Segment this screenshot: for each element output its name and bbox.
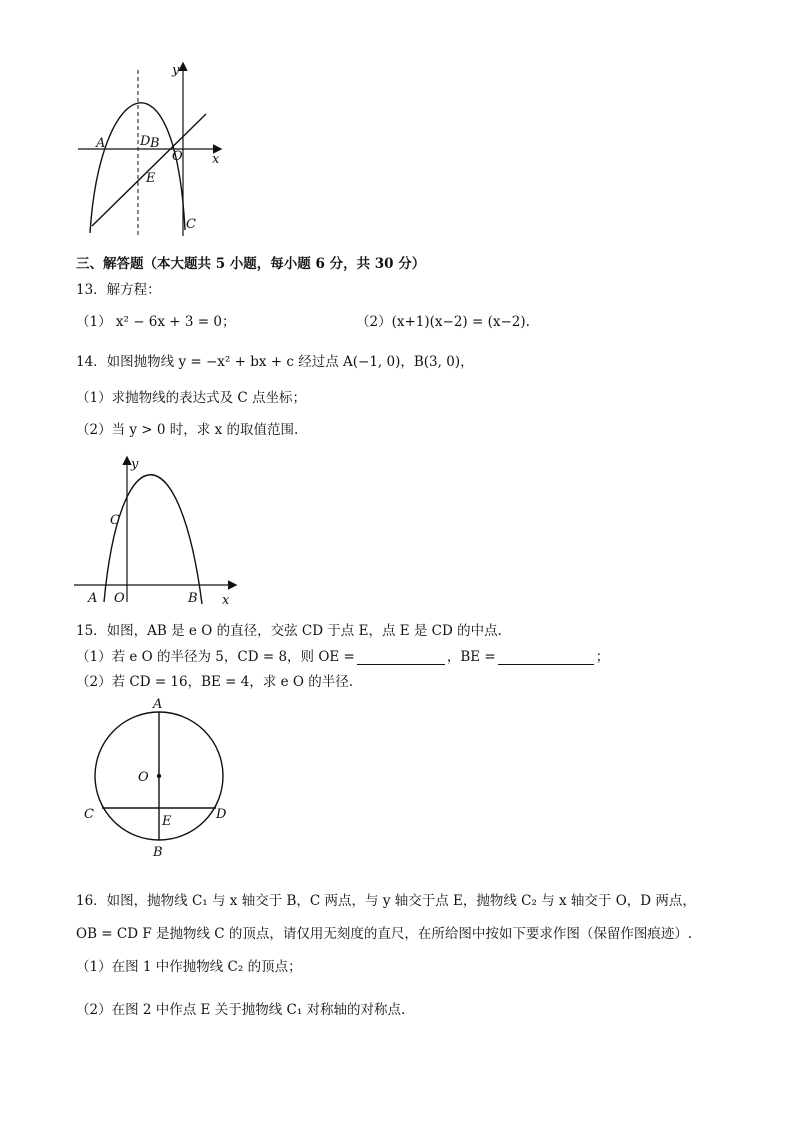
q14-part2: （2）当 y > 0 时，求 x 的取值范围. bbox=[76, 422, 299, 438]
q15-part1-text-a: （1）若 e O 的半径为 5，CD = 8，则 OE = bbox=[76, 649, 355, 665]
q15-part2: （2）若 CD = 16，BE = 4，求 e O 的半径. bbox=[76, 674, 354, 690]
label-x: x bbox=[212, 152, 220, 167]
q15-stem: 15．如图，AB 是 e O 的直径，交弦 CD 于点 E，点 E 是 CD 的中点. bbox=[76, 623, 502, 639]
figure-1-parabola-line bbox=[70, 58, 230, 240]
label-E: E bbox=[162, 814, 172, 829]
answer-blank-oe[interactable] bbox=[357, 650, 445, 665]
q14-part1: （1）求抛物线的表达式及 C 点坐标； bbox=[76, 390, 307, 406]
label-C: C bbox=[84, 807, 94, 822]
label-A: A bbox=[153, 697, 163, 712]
figure-2-parabola bbox=[70, 452, 242, 610]
label-D: D bbox=[216, 807, 227, 822]
label-O: O bbox=[114, 591, 125, 606]
section-3-heading: 三、解答题（本大题共 5 小题，每小题 6 分，共 30 分） bbox=[76, 256, 426, 272]
q13-part2: （2）(x+1)(x−2) = (x−2). bbox=[356, 314, 530, 330]
label-O: O bbox=[172, 149, 183, 164]
label-B: B bbox=[150, 136, 160, 151]
label-y: y bbox=[131, 457, 139, 472]
straight-line bbox=[92, 114, 206, 226]
answer-blank-be[interactable] bbox=[498, 650, 594, 665]
q13-part1: （1） x² − 6x + 3 = 0； bbox=[76, 314, 236, 330]
q15-part1-text-c: ； bbox=[595, 649, 610, 665]
q16-line2: OB = CD F 是抛物线 C 的顶点，请仅用无刻度的直尺，在所给图中按如下要求作图（保留作图痕迹）. bbox=[76, 926, 693, 942]
q15-part1 bbox=[76, 645, 609, 665]
label-E: E bbox=[146, 171, 156, 186]
label-A: A bbox=[88, 591, 98, 606]
q16-line1: 16．如图，抛物线 C₁ 与 x 轴交于 B，C 两点，与 y 轴交于点 E，抛物线 C₂ 与 x 轴交于 O，D 两点， bbox=[76, 893, 696, 909]
q16-part1: （1）在图 1 中作抛物线 C₂ 的顶点； bbox=[76, 959, 302, 975]
label-B: B bbox=[153, 845, 163, 860]
q16-part2: （2）在图 2 中作点 E 关于抛物线 C₁ 对称轴的对称点. bbox=[76, 1002, 406, 1018]
q15-part1-text-b: ，BE = bbox=[446, 649, 496, 665]
label-B: B bbox=[188, 591, 198, 606]
label-O: O bbox=[138, 770, 149, 785]
label-C: C bbox=[110, 513, 120, 528]
label-x: x bbox=[222, 593, 230, 608]
q14-stem: 14．如图抛物线 y = −x² + bx + c 经过点 A(−1, 0)，B(3, 0)， bbox=[76, 354, 474, 370]
center-point bbox=[157, 774, 161, 778]
label-y: y bbox=[172, 63, 180, 78]
label-D: D bbox=[140, 134, 151, 149]
label-A: A bbox=[96, 136, 106, 151]
figure-3-circle bbox=[78, 694, 238, 862]
q13-stem: 13．解方程： bbox=[76, 282, 161, 298]
label-C: C bbox=[186, 217, 196, 232]
